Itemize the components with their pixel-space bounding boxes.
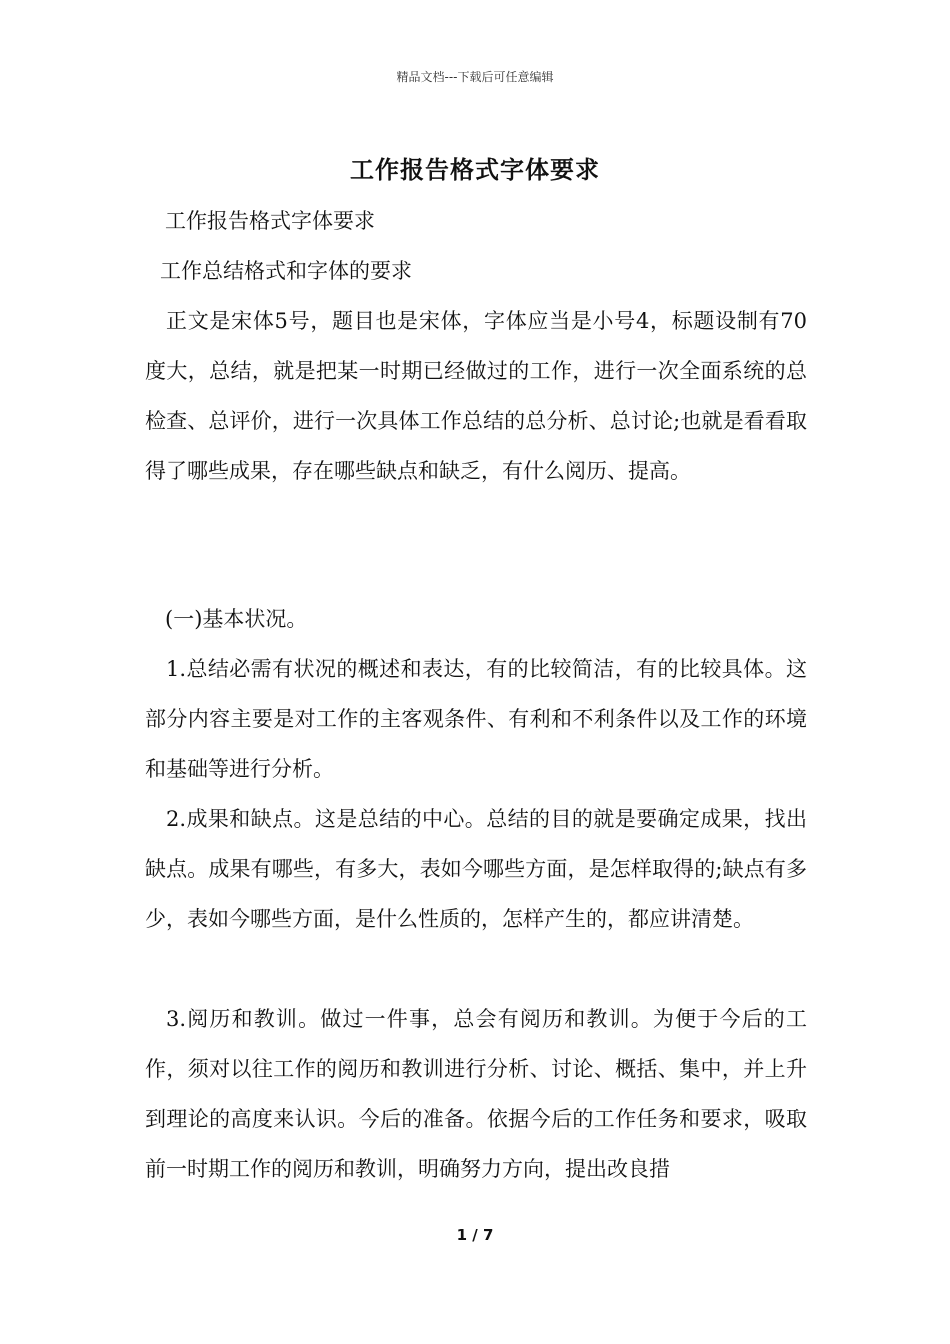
section-line: 工作总结格式和字体的要求 — [160, 259, 412, 283]
header-note: 精品文档---下载后可任意编辑 — [396, 70, 554, 84]
subtitle-line: 工作报告格式字体要求 — [165, 209, 375, 233]
list-item-1: 1.总结必需有状况的概述和表达，有的比较简洁，有的比较具体。这部分内容主要是对工作的主客观条件、有利和不利条件以及工作的环境和基础等进行分析。 — [145, 657, 807, 781]
list-item-2: 2.成果和缺点。这是总结的中心。总结的目的就是要确定成果，找出缺点。成果有哪些，有多大，表如今哪些方面，是怎样取得的;缺点有多少，表如今哪些方面，是什么性质的，怎样产生的，都应讲清楚。 — [145, 807, 807, 931]
list-item-3: 3.阅历和教训。做过一件事，总会有阅历和教训。为便于今后的工作，须对以往工作的阅历和教训进行分析、讨论、概括、集中，并上升到理论的高度来认识。今后的准备。依据今后的工作任务和要求，吸取前一时期工作的阅历和教训，明确努力方向，提出改良措 — [145, 1007, 807, 1181]
paragraph-intro: 正文是宋体5号，题目也是宋体，字体应当是小号4，标题设制有70度大，总结，就是把某一时期已经做过的工作，进行一次全面系统的总检查、总评价，进行一次具体工作总结的总分析、总讨论;也就是看看取得了哪些成果，存在哪些缺点和缺乏，有什么阅历、提高。 — [145, 309, 807, 483]
document-title: 工作报告格式字体要求 — [350, 155, 600, 184]
page-indicator: 1 / 7 — [456, 1226, 494, 1244]
heading-basic-situation: (一)基本状况。 — [165, 607, 308, 631]
